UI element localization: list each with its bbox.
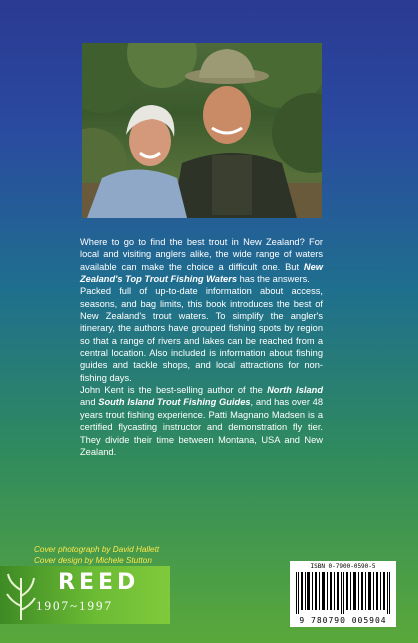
author-photo xyxy=(82,43,322,218)
blurb-paragraph-authors: John Kent is the best-selling author of the North Island and South Island Trout Fishing Guides, and has over 48 years trout fishing experience. Patti Magnano Madsen is a certified flycasting instructor and demonstration fly tier. They divide their time between Montana, USA and New Zealand. xyxy=(80,385,324,457)
photo-credit: Cover photograph by David Hallett xyxy=(34,545,160,554)
publisher-name: REED xyxy=(58,570,140,595)
reed-logo xyxy=(0,566,170,624)
barcode-bars xyxy=(296,572,390,614)
isbn-barcode xyxy=(290,561,396,627)
south-island-title: South Island Trout Fishing Guides xyxy=(98,397,251,408)
barcode-digits: 9 780790 005904 xyxy=(299,616,387,625)
blurb-paragraph-intro: Where to go to find the best trout in New Zealand? For local and visiting anglers alike, the wide range of waters available can make the choice a difficult one. But New Zealand's Top Trout Fishing Waters has the answers. xyxy=(80,237,323,285)
book-title: New Zealand's Top Trout Fishing Waters xyxy=(80,261,323,285)
publisher-years: 1907~1997 xyxy=(36,598,114,613)
north-island-title: North Island xyxy=(267,385,324,396)
isbn-number: ISBN 0-7900-0590-5 xyxy=(310,563,376,570)
design-credit: Cover design by Michele Stutton xyxy=(34,555,152,565)
cover-credits xyxy=(34,545,159,566)
blurb-paragraph-contents: Packed full of up-to-date information about access, seasons, and bag limits, this book introduces the best of New Zealand's trout waters. To simplify the angler's itinerary, the authors have grouped fishing spots by region so that a range of rivers and lakes can be reached from a central location. Also included is information about fishing guides and tackle shops, and local attractions for non-fishing days. xyxy=(80,286,323,383)
back-cover-blurb xyxy=(80,236,323,458)
reed-plant-icon xyxy=(4,570,38,627)
